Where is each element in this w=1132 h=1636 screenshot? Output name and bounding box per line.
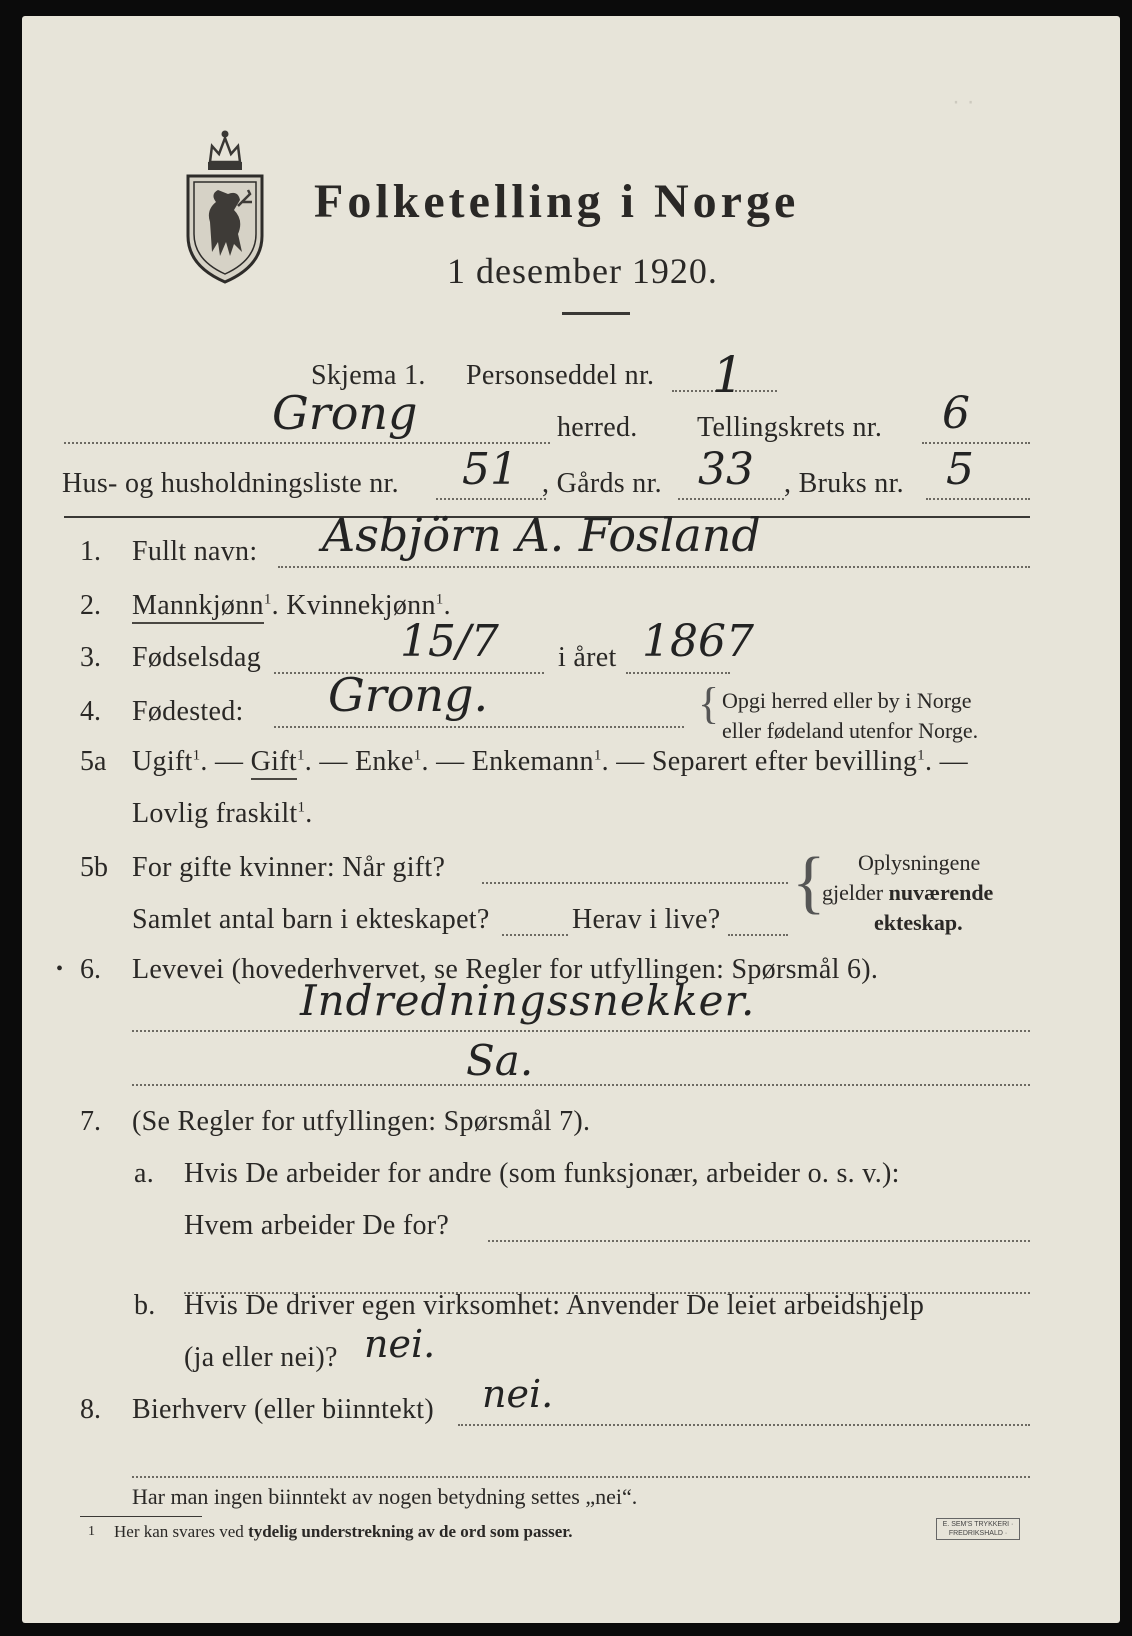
q7-label: (Se Regler for utfyllingen: Spørsmål 7). [132, 1106, 591, 1137]
q5b-number: 5b [80, 852, 108, 883]
q8-number: 8. [80, 1394, 101, 1425]
q5b-note-2 [822, 880, 993, 906]
personseddel-value: 1 [712, 346, 744, 404]
q5a-options-line2: Lovlig fraskilt$^1$. [132, 798, 313, 829]
q7b-value: nei. [364, 1322, 436, 1366]
tellingskrets-line [922, 442, 1030, 444]
aret-label: i året [558, 642, 617, 673]
gards-label: , Gårds nr. [542, 468, 662, 499]
q3-label: Fødselsdag [132, 642, 261, 673]
occupation-value: Indredningssnekker. [300, 976, 756, 1025]
footnote-text [114, 1522, 573, 1542]
census-date: 1 desember 1920. [447, 251, 718, 291]
q5b-brace: { [792, 844, 826, 921]
birthplace-value: Grong. [328, 668, 489, 722]
q6-label: Levevei (hovederhvervet, se Regler for utfyllingen: Spørsmål 6). [132, 954, 879, 985]
q1-line [278, 566, 1030, 568]
tellingskrets-label: Tellingskrets nr. [697, 412, 883, 443]
footnote-number: 1 [88, 1524, 95, 1539]
q5b-note-1: Oplysningene [858, 850, 981, 875]
footnote-mark: 1 [917, 747, 925, 764]
footnote-mark: 1 [296, 747, 305, 764]
gards-value: 33 [698, 444, 754, 495]
q5b-live-label: Herav i live? [572, 904, 721, 935]
kvinnekjonn-option: Kvinnekjønn [286, 590, 436, 621]
ugift-option: Ugift [132, 746, 193, 777]
q5b-barn-label: Samlet antal barn i ekteskapet? [132, 904, 490, 935]
bruks-value: 5 [946, 444, 974, 495]
husholdningsliste-line [436, 498, 546, 500]
footnote-rule [80, 1516, 202, 1517]
q1-label: Fullt navn: [132, 536, 258, 567]
coat-of-arms-icon [182, 124, 268, 284]
footer-note: Har man ingen biinntekt av nogen betydning settes „nei“. [132, 1484, 638, 1509]
birth-year-value: 1867 [642, 616, 754, 667]
husholdningsliste-label: Hus- og husholdningsliste nr. [62, 468, 399, 499]
q7a-text: Hvis De arbeider for andre (som funksjonær, arbeider o. s. v.): [184, 1158, 900, 1189]
q4-note-1: Opgi herred eller by i Norge [722, 688, 972, 713]
full-name-value: Asbjörn A. Fosland [322, 508, 761, 562]
q7b-text: Hvis De driver egen virksomhet: Anvender De leiet arbeidshjelp [184, 1290, 925, 1321]
margin-dot: • [56, 958, 64, 980]
herred-value: Grong [272, 386, 418, 440]
printer-stamp: E. SEM'S TRYKKERI · FREDRIKSHALD · [936, 1518, 1020, 1540]
q7a-line-1 [488, 1240, 1030, 1242]
footnote-mark: 1 [192, 747, 201, 764]
q4-number: 4. [80, 696, 101, 727]
q1-number: 1. [80, 536, 101, 567]
q4-label: Fødested: [132, 696, 244, 727]
husholdningsliste-value: 51 [462, 444, 518, 495]
q7-number: 7. [80, 1106, 101, 1137]
herred-label: herred. [557, 412, 638, 443]
q5b-line1-dots [482, 882, 788, 884]
bleed-through-text: · · [952, 88, 975, 115]
footnote-mark: 1 [263, 591, 272, 608]
skjema-label: Skjema 1. [311, 360, 426, 391]
gards-line [678, 498, 784, 500]
census-form-page [22, 16, 1120, 1623]
occupation-value-2: Sa. [466, 1036, 534, 1085]
q8-line-2 [132, 1476, 1030, 1478]
separator: . [271, 590, 279, 621]
tellingskrets-value: 6 [942, 388, 970, 439]
q4-note-2: eller fødeland utenfor Norge. [722, 718, 979, 743]
bruks-line [926, 498, 1030, 500]
birthday-value: 15/7 [400, 616, 499, 667]
q7b-question: (ja eller nei)? [184, 1342, 338, 1373]
q6-number: 6. [80, 954, 101, 985]
q5b-note-2b: nuværende [888, 880, 994, 905]
footnote-text-a: Her kan svares ved [114, 1522, 244, 1541]
q7a-label: a. [134, 1158, 155, 1189]
separert-option: Separert efter bevilling [651, 746, 918, 777]
form-title: Folketelling i Norge [314, 175, 800, 228]
enke-option: Enke [354, 746, 414, 777]
q6-line-2 [132, 1084, 1030, 1086]
q5b-note-3: ekteskap. [874, 910, 963, 935]
mannkjonn-option: Mannkjønn [132, 590, 264, 624]
q5b-line1: For gifte kvinner: Når gift? [132, 852, 446, 883]
footnote-mark: 1 [297, 799, 306, 816]
q8-value: nei. [482, 1372, 554, 1416]
q6-line-1 [132, 1030, 1030, 1032]
q2-number: 2. [80, 590, 101, 621]
bruks-label: , Bruks nr. [784, 468, 904, 499]
q7a-question: Hvem arbeider De for? [184, 1210, 450, 1241]
footnote-mark: 1 [593, 747, 602, 764]
q4-brace: { [698, 679, 720, 728]
footnote-mark: 1 [413, 747, 422, 764]
q3-number: 3. [80, 642, 101, 673]
q5a-number: 5a [80, 746, 107, 777]
q4-line [274, 726, 684, 728]
title-divider [562, 312, 630, 315]
personseddel-label: Personseddel nr. [466, 360, 655, 391]
q7b-label: b. [134, 1290, 156, 1321]
q5b-barn-dots [502, 934, 568, 936]
footnote-text-b: tydelig understrekning av de ord som passer. [248, 1522, 573, 1541]
q8-label: Bierhverv (eller biinntekt) [132, 1394, 434, 1425]
q5b-live-dots [728, 934, 788, 936]
q5b-note-2a: gjelder [822, 880, 884, 905]
lovlig-fraskilt-option: Lovlig fraskilt [132, 798, 298, 829]
enkemann-option: Enkemann [471, 746, 594, 777]
q5a-options: Ugift$^1$. — Gift$^1$. — Enke$^1$. — Enkemann$^1$. — Separert efter bevilling$^1$. — [132, 746, 968, 778]
q8-line-1 [458, 1424, 1030, 1426]
footnote-mark: 1 [435, 591, 444, 608]
q3-year-line [626, 672, 730, 674]
gift-option: Gift [251, 746, 297, 780]
separator: . [443, 590, 451, 621]
